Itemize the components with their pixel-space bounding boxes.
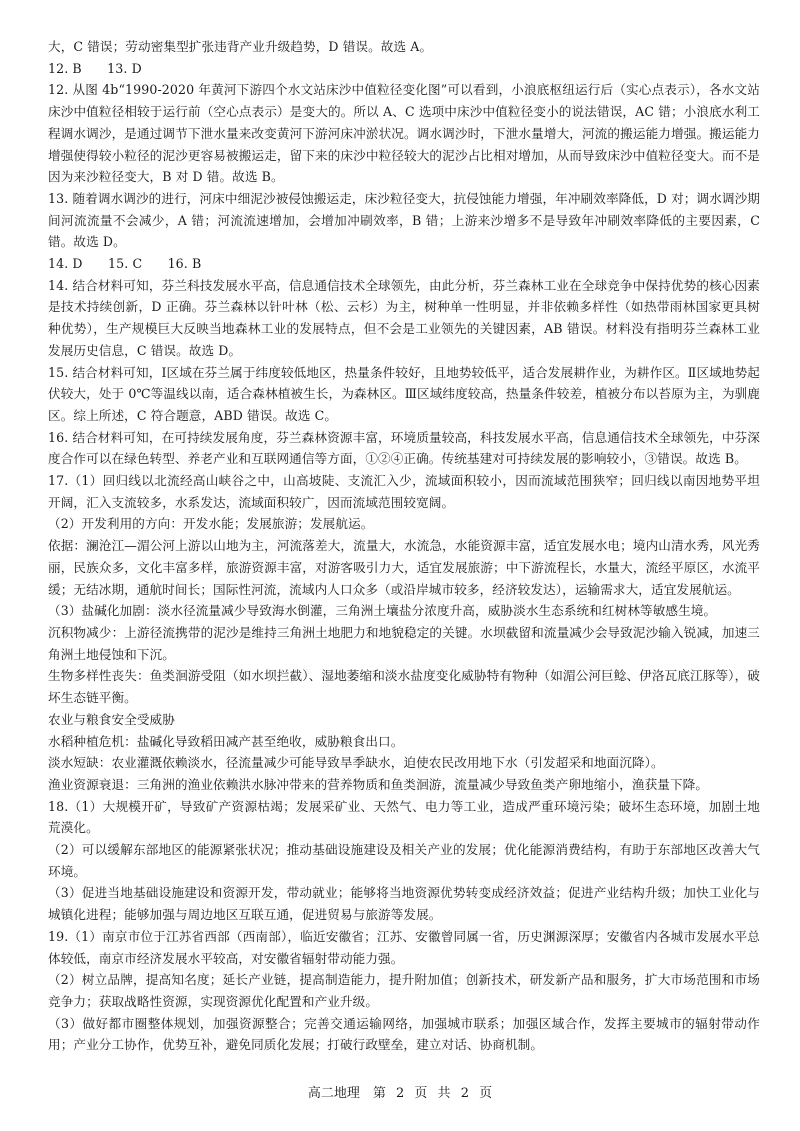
paragraph: 水稻种植危机：盐碱化导致稻田减产甚至绝收，威胁粮食出口。 bbox=[48, 733, 404, 749]
paragraph: 生物多样性丧失：鱼类洄游受阻（如水坝拦截）、湿地萎缩和淡水盐度变化威胁特有物种（如湄公河巨鲶、伊洛瓦底江豚等），破坏生态链平衡。 bbox=[48, 668, 760, 706]
explanation-16: 16. 结合材料可知，在可持续发展角度，芬兰森林资源丰富，环境质量较高，科技发展水平高，信息通信技术全球领先，中芬深度合作可以在绿色转型、养老产业和互联网通信等方面，①②④正确。传统基建对可持续发展的影响较小，③错误。故选 B。 bbox=[48, 429, 760, 467]
explanation-14: 14. 结合材料可知，芬兰科技发展水平高，信息通信技术全球领先，由此分析，芬兰森林工业在全球竞争中保持优势的核心因素是技术持续创新，D 正确。芬兰森林以针叶林（松、云杉）为主，树种单一性明显，并非依赖多样性（如热带雨林国家更具树种优势），生产规模巨大反映当地森林工业的发展特点，但不会是工业领先的关键因素，AB 错误。材料没有指明芬兰森林工业发展历史信息，C 错误。故选 D。 bbox=[48, 277, 760, 358]
paragraph: 农业与粮食安全受威胁 bbox=[48, 711, 175, 727]
paragraph: 淡水短缺：农业灌溉依赖淡水，径流量减少可能导致旱季缺水，迫使农民改用地下水（引发超采和地面沉降）。 bbox=[48, 755, 664, 771]
paragraph: 沉积物减少：上游径流携带的泥沙是维持三角洲土地肥力和地貌稳定的关键。水坝截留和流量减少会导致泥沙输入锐减，加速三角洲土地侵蚀和下沉。 bbox=[48, 624, 760, 662]
paragraph: 大，C 错误；劳动密集型扩张违背产业升级趋势，D 错误。故选 A。 bbox=[48, 39, 433, 54]
answer-19-2: （2）树立品牌，提高知名度；延长产业链，提高制造能力，提升附加值；创新技术，研发新产品和服务，扩大市场范围和市场竞争力；获取战略性资源，实现资源优化配置和产业升级。 bbox=[48, 972, 760, 1009]
answer-line: 14. D 15. C 16. B bbox=[48, 256, 202, 272]
answer-19-3: （3）做好都市圈整体规划，加强资源整合；完善交通运输网络，加强城市联系；加强区域合作，发挥主要城市的辐射带动作用；产业分工协作，优势互补，避免同质化发展；打破行政壁垒，建立对话、协商机制。 bbox=[48, 1015, 760, 1053]
answer-content bbox=[48, 36, 760, 1056]
answer-19-1: 19.（1）南京市位于江苏省西部（西南部），临近安徽省；江苏、安徽曾同属一省，历史渊源深厚；安徽省内各城市发展水平总体较低，南京市经济发展水平较高，对安徽省辐射带动能力强。 bbox=[48, 928, 760, 966]
answer-18-3: （3）促进当地基础设施建设和资源开发，带动就业；能够将当地资源优势转变成经济效益；促进产业结构升级；加快工业化与城镇化进程；能够加强与周边地区互联互通，促进贸易与旅游等发展。 bbox=[48, 885, 760, 923]
explanation-13: 13. 随着调水调沙的进行，河床中细泥沙被侵蚀搬运走，床沙粒径变大，抗侵蚀能力增强，年冲刷效率降低，D 对；调水调沙期间河流流量不会减少，A 错；河流流速增加，会增加冲刷效率，B 错；上游来沙增多不是导致年冲刷效率降低的主要因素，C 错。故选 D。 bbox=[48, 190, 760, 250]
answer-17-2-basis: 依据：澜沧江—湄公河上游以山地为主，河流落差大，流量大，水流急，水能资源丰富，适宜发展水电；境内山清水秀，风光秀丽，民族众多，文化丰富多样，旅游资源丰富，对游客吸引力大，适宜发展旅游；中下游流程长，水量大，流经平原区，水流平缓；无结冰期，通航时间长；国际性河流，流域内人口众多（或沿岸城市较多，经济较发达），运输需求大，适宜发展航运。 bbox=[48, 538, 760, 597]
explanation-12: 12. 从图 4b“1990-2020 年黄河下游四个水文站床沙中值粒径变化图”可以看到，小浪底枢纽运行后（实心点表示），各水文站床沙中值粒径相较于运行前（空心点表示）是变大的。所以 A、C 选项中床沙中值粒径变小的说法错误，AC 错；小浪底水利工程调水调沙，是通过调节下泄水量来改变黄河下游河床冲淤状况。调水调沙时，下泄水量增大，河流的搬运能力增强。搬运能力增强使得较小粒径的泥沙更容易被搬运走，留下来的床沙中粒径较大的泥沙占比相对增加，从而导致床沙中值粒径变大。而不是因为来沙粒径变大，B 对 D 错。故选 B。 bbox=[48, 82, 760, 185]
answer-18-1: 18.（1）大规模开矿，导致矿产资源枯竭；发展采矿业、天然气、电力等工业，造成严重环境污染；破坏生态环境，加剧土地荒漠化。 bbox=[48, 798, 760, 836]
answer-17-3: （3）盐碱化加剧：淡水径流量减少导致海水倒灌，三角洲土壤盐分浓度升高，威胁淡水生态系统和红树林等敏感生境。 bbox=[48, 603, 717, 619]
answer-18-2: （2）可以缓解东部地区的能源紧张状况；推动基础设施建设及相关产业的发展；优化能源消费结构，有助于东部地区改善大气环境。 bbox=[48, 842, 760, 879]
answer-17-2: （2）开发利用的方向：开发水能；发展旅游；发展航运。 bbox=[48, 516, 374, 532]
paragraph: 渔业资源衰退：三角洲的渔业依赖洪水脉冲带来的营养物质和鱼类洄游，流量减少导致鱼类产卵地缩小，渔获量下降。 bbox=[48, 776, 709, 792]
answer-17-1: 17.（1）回归线以北流经高山峡谷之中，山高坡陡、支流汇入少，流域面积较小，因而流域范围狭窄；回归线以南因地势平坦开阔，汇入支流较多，水系发达，流域面积较广，因而流域范围较宽阔。 bbox=[48, 473, 760, 510]
page-footer: 高二地理 第 2 页 共 2 页 bbox=[307, 1086, 493, 1101]
explanation-15: 15. 结合材料可知，Ⅰ区域在芬兰属于纬度较低地区，热量条件较好，且地势较低平，适合发展耕作业，为耕作区。Ⅱ区域地势起伏较大，处于 0℃等温线以南，适合森林植被生长，为森林区。Ⅲ区域纬度较高，热量条件较差，植被分布以苔原为主，为驯鹿区。综上所述，C 符合题意，ABD 错误。故选 C。 bbox=[48, 364, 760, 423]
answer-line: 12. B 13. D bbox=[48, 60, 142, 76]
